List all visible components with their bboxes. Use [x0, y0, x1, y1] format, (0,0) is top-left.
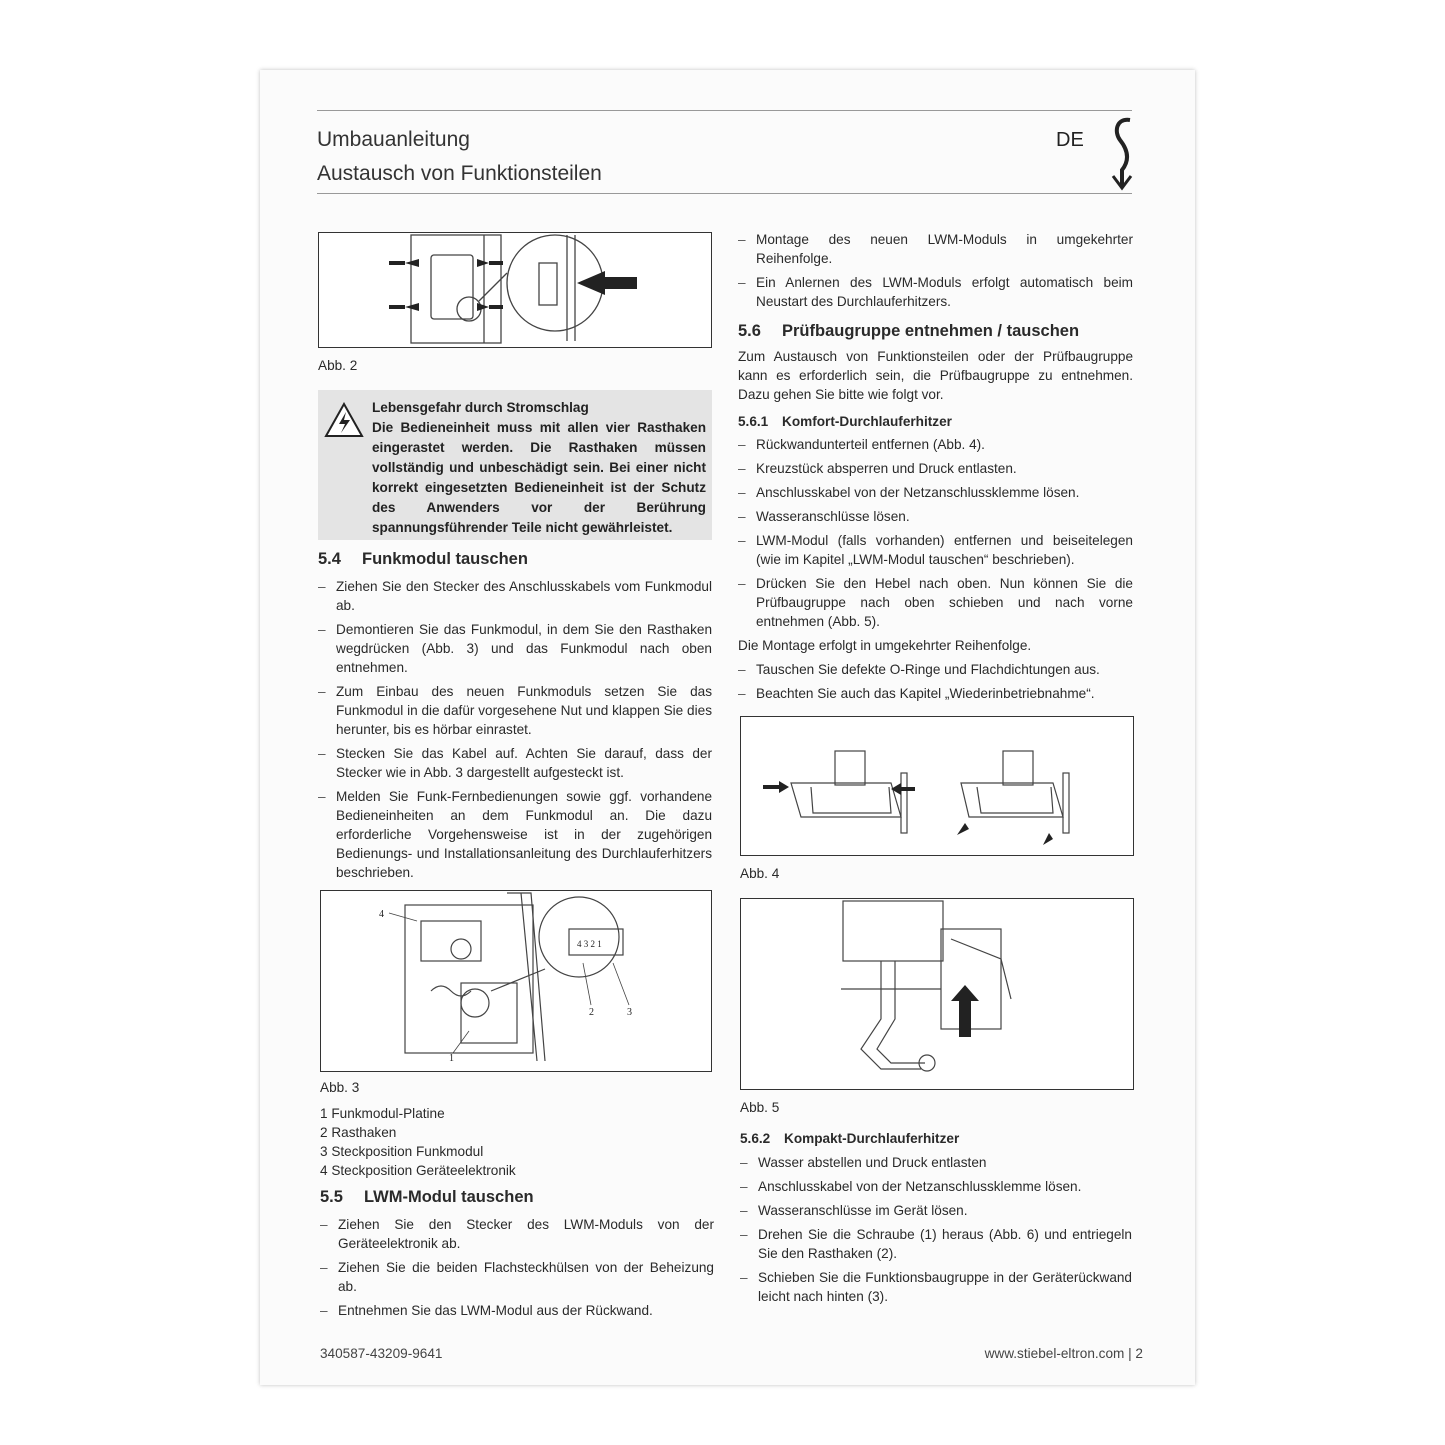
figure-5-caption: Abb. 5 [740, 1100, 780, 1115]
document-number: 340587-43209-9641 [320, 1346, 443, 1361]
list-item: – Stecken Sie das Kabel auf. Achten Sie darauf, dass der Stecker wie in Abb. 3 dargestellt aufgesteckt ist. [318, 744, 712, 782]
warning-title: Lebensgefahr durch Stromschlag [372, 400, 589, 415]
header-top-rule [317, 110, 1132, 111]
list-item: – Ein Anlernen des LWM-Moduls erfolgt automatisch beim Neustart des Durchlauferhitzers. [738, 273, 1133, 311]
legend-item: 2 Rasthaken [320, 1125, 397, 1140]
figure-3 [320, 890, 712, 1072]
figure-2-caption: Abb. 2 [318, 358, 358, 373]
header-title-line2: Austausch von Funktionsteilen [317, 162, 602, 185]
stiebel-logo-icon [1108, 114, 1138, 192]
section-5-4-title: Funkmodul tauschen [362, 550, 528, 568]
figure-2 [318, 232, 712, 348]
list-item: – Zum Einbau des neuen Funkmoduls setzen Sie das Funkmodul in die dafür vorgesehene Nut und klappen Sie dies herunter, bis es hörbar einrastet. [318, 682, 712, 739]
list-item: – Montage des neuen LWM-Moduls in umgekehrter Reihenfolge. [738, 230, 1133, 268]
figure-4-caption: Abb. 4 [740, 866, 780, 881]
website-link[interactable]: www.stiebel-eltron.com [984, 1346, 1125, 1361]
figure-3-caption: Abb. 3 [320, 1080, 360, 1095]
section-5-5-title: LWM-Modul tauschen [364, 1188, 534, 1206]
list-item: – Rückwandunterteil entfernen (Abb. 4). [738, 435, 1133, 454]
figure-4 [740, 716, 1134, 856]
list-item: – Anschlusskabel von der Netzanschlussklemme lösen. [740, 1177, 1132, 1196]
language-label: DE [1056, 129, 1084, 151]
list-item: – Drücken Sie den Hebel nach oben. Nun können Sie die Prüfbaugruppe nach oben schieben und nach vorne entnehmen (Abb. 5). [738, 574, 1133, 631]
header-title-line1: Umbauanleitung [317, 128, 470, 151]
list-item: – Wasseranschlüsse im Gerät lösen. [740, 1201, 1132, 1220]
warning-body: Die Bedieneinheit muss mit allen vier Rasthaken eingerastet werden. Die Rasthaken müssen vollständig und unbeschädigt sein. Bei einer nicht korrekt eingesetzten Bedieneinheit ist der Schutz des Anwenders vor der Berührung spannungsführender Teile nicht gewährleistet. [372, 420, 706, 535]
legend-item: 1 Funkmodul-Platine [320, 1106, 445, 1121]
figure-4-drawing [741, 717, 1133, 855]
list-item: – Entnehmen Sie das LWM-Modul aus der Rückwand. [320, 1301, 714, 1320]
warning-box [318, 390, 712, 540]
warning-text [372, 398, 706, 538]
list-item: – Drehen Sie die Schraube (1) heraus (Abb. 6) und entriegeln Sie den Rasthaken (2). [740, 1225, 1132, 1263]
manual-page [260, 70, 1195, 1385]
list-item: – Ziehen Sie den Stecker des LWM-Moduls von der Geräteelektronik ab. [320, 1215, 714, 1253]
section-5-5-continued [738, 230, 1133, 316]
figure-2-drawing [319, 233, 711, 347]
footer-website-group [985, 1346, 1143, 1361]
section-5-6-2-title: Kompakt-Durchlauferhitzer [784, 1131, 960, 1146]
figure-5-drawing [741, 899, 1133, 1089]
high-voltage-warning-icon [324, 402, 364, 438]
figure-5 [740, 898, 1134, 1090]
list-item: – LWM-Modul (falls vorhanden) entfernen und beiseitelegen (wie im Kapitel „LWM-Modul tauschen“ beschrieben). [738, 531, 1133, 569]
assembly-note: Die Montage erfolgt in umgekehrter Reihenfolge. [738, 638, 1032, 653]
section-5-6-2-heading [740, 1129, 1132, 1148]
callout-1: 1 [449, 1053, 454, 1064]
section-5-6 [738, 322, 1133, 708]
list-item: – Melden Sie Funk-Fernbedienungen sowie ggf. vorhandene Bedieneinheiten an dem Funkmodul an. Die dazu erforderliche Vorgehensweise ist in der zugehörigen Bedienungs- und Installationsanleitung des Durchlauferhitzers beschrieben. [318, 787, 712, 882]
list-item: – Wasseranschlüsse lösen. [738, 507, 1133, 526]
section-5-4-heading [318, 550, 712, 569]
section-5-5 [320, 1188, 714, 1325]
section-5-6-1-heading [738, 412, 1133, 431]
list-item: – Ziehen Sie die beiden Flachsteckhülsen von der Beheizung ab. [320, 1258, 714, 1296]
section-5-6-intro: Zum Austausch von Funktionsteilen oder der Prüfbaugruppe kann es erforderlich sein, die Prüfbaugruppe zu entnehmen. Dazu gehen Sie bitte wie folgt vor. [738, 349, 1133, 402]
figure-3-drawing [321, 891, 711, 1071]
section-5-6-1-number: 5.6.1 [738, 414, 769, 429]
list-item: – Ziehen Sie den Stecker des Anschlusskabels vom Funkmodul ab. [318, 577, 712, 615]
section-5-6-heading [738, 322, 1133, 341]
legend-item: 4 Steckposition Geräteelektronik [320, 1163, 516, 1178]
section-5-5-number: 5.5 [320, 1188, 343, 1206]
list-item: – Beachten Sie auch das Kapitel „Wiederinbetriebnahme“. [738, 684, 1133, 703]
callout-2: 2 [589, 1007, 594, 1018]
section-5-6-1-title: Komfort-Durchlauferhitzer [782, 414, 952, 429]
header-bottom-rule [317, 193, 1132, 194]
list-item: – Schieben Sie die Funktionsbaugruppe in der Geräterückwand leicht nach hinten (3). [740, 1268, 1132, 1306]
section-5-5-heading [320, 1188, 714, 1207]
section-5-6-number: 5.6 [738, 322, 761, 340]
module-pin-labels: 4 3 2 1 [577, 939, 602, 949]
list-item: – Demontieren Sie das Funkmodul, in dem Sie den Rasthaken wegdrücken (Abb. 3) und das Funkmodul nach oben entnehmen. [318, 620, 712, 677]
section-5-6-2 [740, 1129, 1132, 1311]
list-item: – Anschlusskabel von der Netzanschlussklemme lösen. [738, 483, 1133, 502]
list-item: – Wasser abstellen und Druck entlasten [740, 1153, 1132, 1172]
section-5-6-title: Prüfbaugruppe entnehmen / tauschen [782, 322, 1080, 340]
figure-3-legend [320, 1104, 620, 1180]
list-item: – Tauschen Sie defekte O-Ringe und Flachdichtungen aus. [738, 660, 1133, 679]
legend-item: 3 Steckposition Funkmodul [320, 1144, 484, 1159]
page-number: | 2 [1128, 1346, 1143, 1361]
section-5-6-2-number: 5.6.2 [740, 1131, 771, 1146]
list-item: – Kreuzstück absperren und Druck entlasten. [738, 459, 1133, 478]
section-5-4 [318, 550, 712, 887]
callout-3: 3 [627, 1007, 632, 1018]
section-5-4-number: 5.4 [318, 550, 341, 568]
callout-4: 4 [379, 909, 384, 920]
